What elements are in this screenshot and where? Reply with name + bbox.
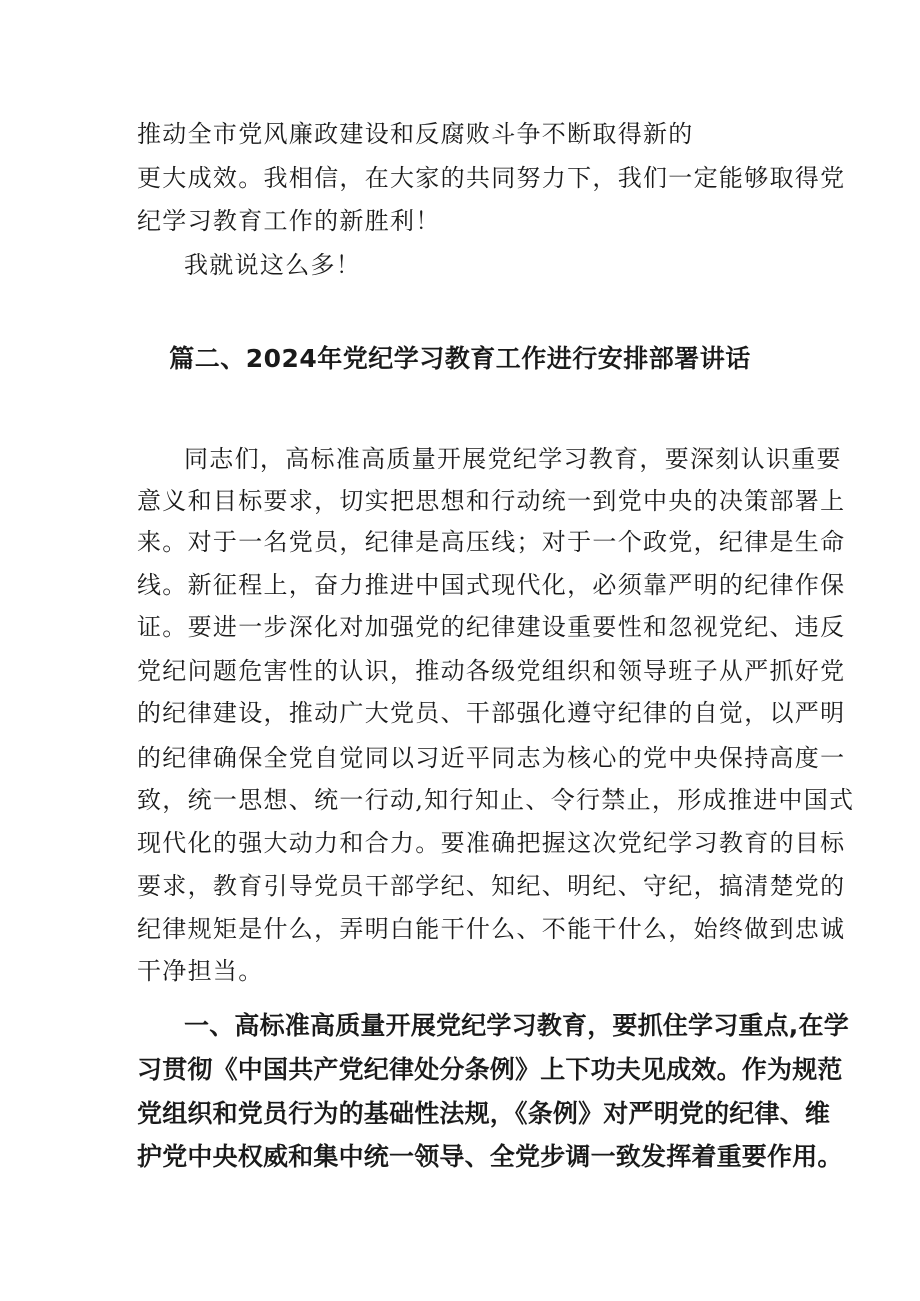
body-line-1: 同志们，高标准高质量开展党纪学习教育，要深刻认识重要 — [184, 445, 842, 473]
intro-line-1: 推动全市党风廉政建设和反腐败斗争不断取得新的 — [137, 120, 694, 148]
body-line-3: 来。对于一名党员，纪律是高压线；对于一个政党，纪律是生命 — [137, 528, 846, 556]
heading-line-2: 习贯彻《中国共产党纪律处分条例》上下功夫见成效。作为规范 — [137, 1055, 843, 1084]
body-line-10: 现代化的强大动力和合力。要准确把握这次党纪学习教育的目标 — [137, 829, 846, 857]
body-line-9: 致，统一思想、统一行动,知行知止、令行禁止，形成推进中国式 — [137, 786, 855, 814]
body-line-5: 证。要进一步深化对加强党的纪律建设重要性和忽视党纪、违反 — [137, 613, 846, 641]
body-line-13: 干净担当。 — [137, 957, 264, 985]
section-title: 篇二、2024年党纪学习教育工作进行安排部署讲话 — [169, 344, 751, 373]
intro-line-2: 更大成效。我相信，在大家的共同努力下，我们一定能够取得党 — [137, 164, 846, 192]
body-line-4: 线。新征程上，奋力推进中国式现代化，必须靠严明的纪律作保 — [137, 571, 846, 599]
closing-line: 我就说这么多！ — [184, 251, 362, 279]
body-line-2: 意义和目标要求，切实把思想和行动统一到党中央的决策部署上 — [137, 487, 846, 515]
body-line-6: 党纪问题危害性的认识，推动各级党组织和领导班子从严抓好党 — [137, 657, 846, 685]
body-line-8: 的纪律确保全党自觉同以习近平同志为核心的党中央保持高度一 — [137, 744, 846, 772]
body-line-11: 要求，教育引导党员干部学纪、知纪、明纪、守纪，搞清楚党的 — [137, 872, 846, 900]
heading-line-1: 一、高标准高质量开展党纪学习教育，要抓住学习重点,在学 — [184, 1011, 849, 1040]
body-line-12: 纪律规矩是什么，弄明白能干什么、不能干什么，始终做到忠诚 — [137, 915, 846, 943]
heading-line-4: 护党中央权威和集中统一领导、全党步调一致发挥着重要作用。 — [137, 1142, 843, 1171]
body-line-7: 的纪律建设，推动广大党员、干部强化遵守纪律的自觉，以严明 — [137, 699, 846, 727]
intro-line-3: 纪学习教育工作的新胜利！ — [137, 207, 441, 235]
heading-line-3: 党组织和党员行为的基础性法规，《条例》对严明党的纪律、维 — [137, 1099, 831, 1128]
